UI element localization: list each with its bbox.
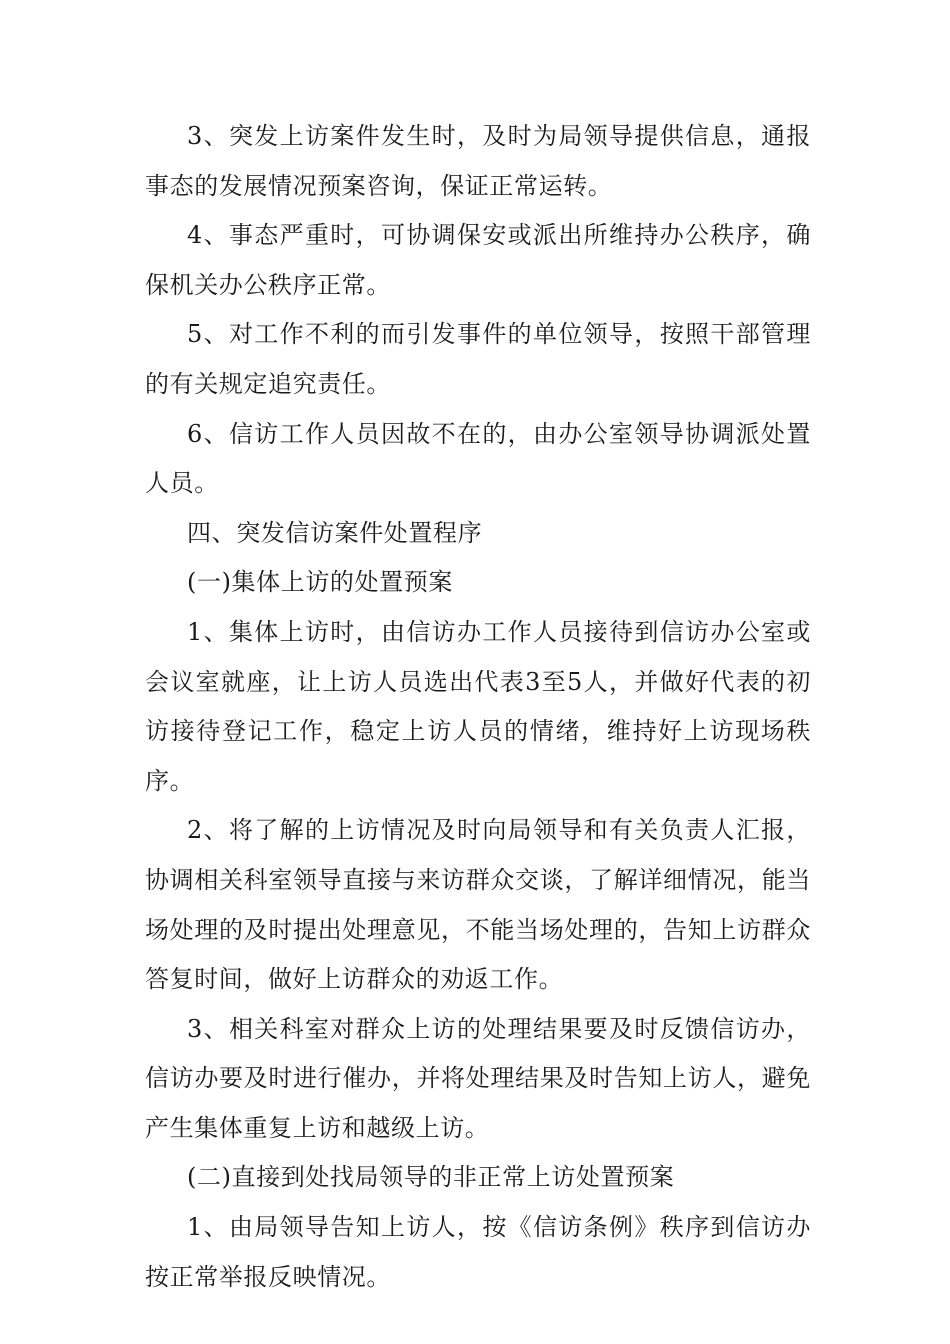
subsection-heading-group-petition: (一)集体上访的处置预案 bbox=[187, 568, 453, 597]
paragraph-item-5-accountability: 5、对工作不利的而引发事件的单位领导，按照干部管理的有关规定追究责任。 bbox=[145, 320, 811, 398]
paragraph-group-item-1: 1、集体上访时，由信访办工作人员接待到信访办公室或会议室就座，让上访人员选出代表3至5人，并做好代表的初访接待登记工作，稳定上访人员的情绪，维持好上访现场秩序。 bbox=[145, 617, 811, 795]
subsection-heading-leader-petition: (二)直接到处找局领导的非正常上访处置预案 bbox=[187, 1163, 675, 1192]
paragraph-group-item-3: 3、相关科室对群众上访的处理结果要及时反馈信访办，信访办要及时进行催办，并将处理结果及时告知上访人，避免产生集体重复上访和越级上访。 bbox=[145, 1014, 811, 1142]
section-heading-procedures: 四、突发信访案件处置程序 bbox=[187, 518, 483, 547]
paragraph-item-3-emergency-info: 3、突发上访案件发生时，及时为局领导提供信息，通报事态的发展情况预案咨询，保证正常运转。 bbox=[145, 122, 811, 200]
paragraph-group-item-2: 2、将了解的上访情况及时向局领导和有关负责人汇报，协调相关科室领导直接与来访群众交谈，了解详细情况，能当场处理的及时提出处理意见，不能当场处理的，告知上访群众答复时间，做好上访群众的劝返工作。 bbox=[145, 816, 811, 994]
paragraph-item-4-order: 4、事态严重时，可协调保安或派出所维持办公秩序，确保机关办公秩序正常。 bbox=[145, 221, 811, 299]
paragraph-leader-item-1: 1、由局领导告知上访人，按《信访条例》秩序到信访办按正常举报反映情况。 bbox=[145, 1213, 811, 1291]
paragraph-item-6-staff-absence: 6、信访工作人员因故不在的，由办公室领导协调派处置人员。 bbox=[145, 419, 811, 498]
document-body bbox=[145, 112, 811, 1302]
